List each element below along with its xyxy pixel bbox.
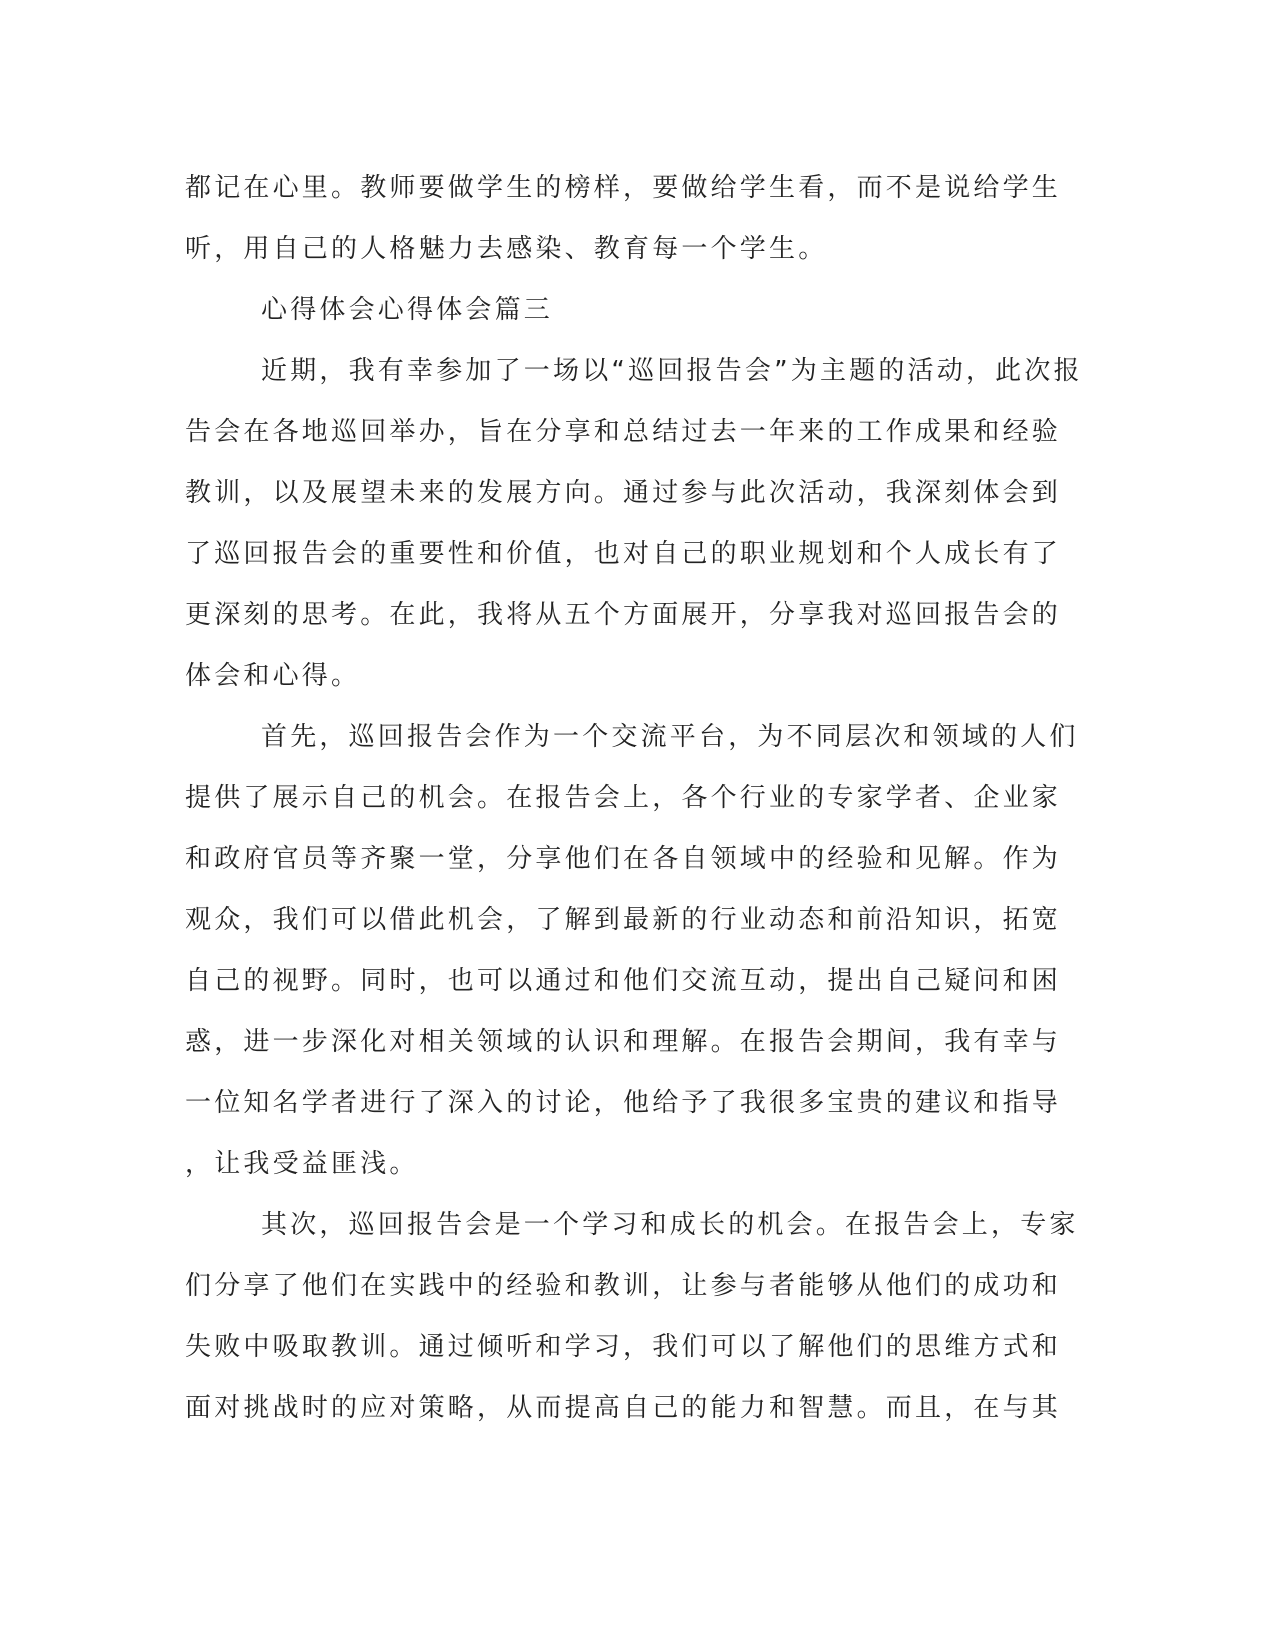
- text-line-18: 其次，巡回报告会是一个学习和成长的机会。在报告会上，专家: [261, 1210, 1079, 1240]
- text-line-13: 观众，我们可以借此机会，了解到最新的行业动态和前沿知识，拓宽: [185, 905, 1062, 935]
- text-line-17: ，让我受益匪浅。: [185, 1149, 419, 1179]
- text-line-14: 自己的视野。同时，也可以通过和他们交流互动，提出自己疑问和困: [185, 966, 1062, 996]
- text-line-16: 一位知名学者进行了深入的讨论，他给予了我很多宝贵的建议和指导: [185, 1088, 1062, 1118]
- text-line-1: 都记在心里。教师要做学生的榜样，要做给学生看，而不是说给学生: [185, 173, 1062, 203]
- text-line-12: 和政府官员等齐聚一堂，分享他们在各自领域中的经验和见解。作为: [185, 844, 1062, 874]
- text-line-6: 教训，以及展望未来的发展方向。通过参与此次活动，我深刻体会到: [185, 478, 1062, 508]
- text-line-10: 首先，巡回报告会作为一个交流平台，为不同层次和领域的人们: [261, 722, 1079, 752]
- text-line-4: 近期，我有幸参加了一场以“巡回报告会”为主题的活动，此次报: [261, 356, 1083, 386]
- document-body: [185, 158, 1090, 1439]
- text-line-20: 失败中吸取教训。通过倾听和学习，我们可以了解他们的思维方式和: [185, 1332, 1062, 1362]
- text-line-5: 告会在各地巡回举办，旨在分享和总结过去一年来的工作成果和经验: [185, 417, 1062, 447]
- text-line-8: 更深刻的思考。在此，我将从五个方面展开，分享我对巡回报告会的: [185, 600, 1062, 630]
- text-line-15: 惑，进一步深化对相关领域的认识和理解。在报告会期间，我有幸与: [185, 1027, 1062, 1057]
- text-line-7: 了巡回报告会的重要性和价值，也对自己的职业规划和个人成长有了: [185, 539, 1062, 569]
- text-line-21: 面对挑战时的应对策略，从而提高自己的能力和智慧。而且，在与其: [185, 1393, 1062, 1423]
- text-line-9: 体会和心得。: [185, 661, 361, 691]
- text-line-2: 听，用自己的人格魅力去感染、教育每一个学生。: [185, 234, 828, 264]
- text-line-11: 提供了展示自己的机会。在报告会上，各个行业的专家学者、企业家: [185, 783, 1062, 813]
- text-line-19: 们分享了他们在实践中的经验和教训，让参与者能够从他们的成功和: [185, 1271, 1062, 1301]
- section-heading: 心得体会心得体会篇三: [261, 295, 554, 325]
